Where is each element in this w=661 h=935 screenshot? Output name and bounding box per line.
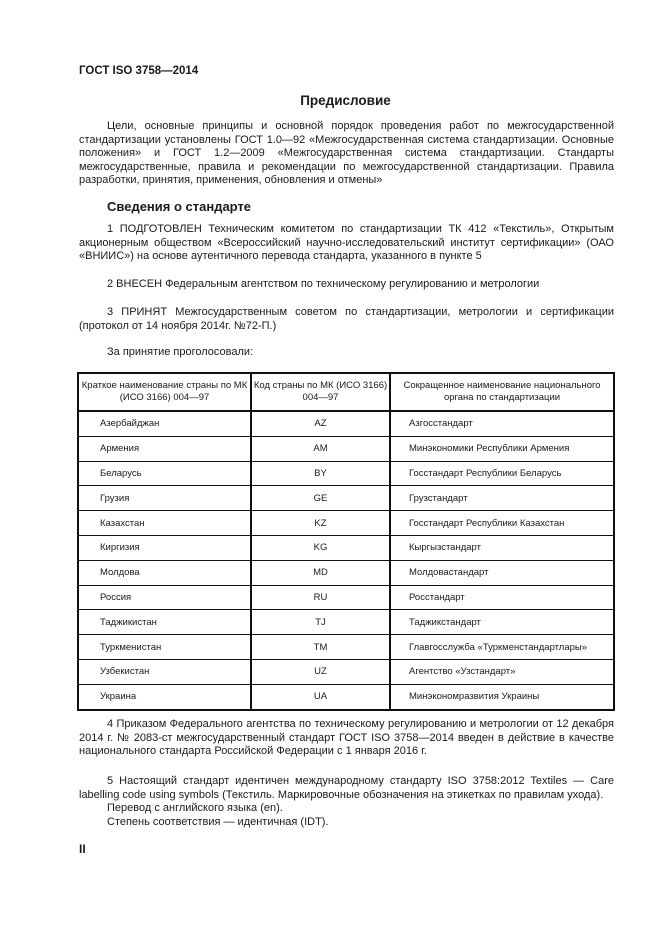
preface-paragraph: Цели, основные принципы и основной порядок проведения работ по межгосударственной стандартизации установлены ГОСТ 1.0—92 «Межгосударственная система стандартизации. Основные положения» и ГОСТ 1.2—2009 «Межгосударственная система стандартизации. Стандарты межгосударственные, правила и рекомендации по межгосударственной стандартизации. Правила разработки, принятия, применения, обновления и отмены» (79, 120, 614, 187)
table-row: Молдова MD Молдовастандарт (78, 560, 614, 585)
table-row: Армения AM Минэкономики Республики Армения (78, 436, 614, 461)
table-header-row (78, 373, 614, 411)
document-code: ГОСТ ISO 3758—2014 (79, 65, 199, 77)
item-2: 2 ВНЕСЕН Федеральным агентством по техническому регулированию и метрологии (107, 278, 540, 290)
table-row: Казахстан KZ Госстандарт Республики Казахстан (78, 511, 614, 536)
page-number: II (79, 842, 86, 856)
item-5-translation: Перевод с английского языка (en). (107, 802, 283, 814)
item-4: 4 Приказом Федерального агентства по техническому регулированию и метрологии от 12 декабря 2014 г. № 2083-ст межгосударственный стандарт ГОСТ ISO 3758—2014 введен в действие в качестве национального стандарта Российской Федерации с 1 января 2016 г. (79, 718, 614, 758)
table-row: Грузия GE Грузстандарт (78, 486, 614, 511)
voted-label: За принятие проголосовали: (107, 346, 254, 358)
item-5-degree: Степень соответствия — идентичная (IDT). (107, 816, 329, 828)
table-row: Беларусь BY Госстандарт Республики Беларусь (78, 461, 614, 486)
table-row: Узбекистан UZ Агентство «Узстандарт» (78, 659, 614, 684)
table-row: Туркменистан TM Главгосслужба «Туркменстандартлары» (78, 635, 614, 660)
header-body: Сокращенное наименование национального органа по стандартизации (390, 373, 614, 411)
table-row: Киргизия KG Кыргызстандарт (78, 535, 614, 560)
page-title: Предисловие (300, 93, 391, 108)
header-country: Краткое наименование страны по МК (ИСО 3166) 004—97 (78, 373, 251, 411)
item-5: 5 Настоящий стандарт идентичен международному стандарту ISO 3758:2012 Textiles — Care labelling code using symbols (Текстиль. Маркировочные обозначения на этикетках по правилам ухода). (79, 775, 614, 801)
item-1: 1 ПОДГОТОВЛЕН Техническим комитетом по стандартизации ТК 412 «Текстиль», Открытым акционерным обществом «Всероссийский научно-исследовательский институт сертификации» (ОАО «ВНИИС») на основе аутентичного перевода стандарта, указанного в пункте 5 (79, 223, 614, 263)
table-row: Россия RU Росстандарт (78, 585, 614, 610)
header-code: Код страны по МК (ИСО 3166) 004—97 (251, 373, 390, 411)
table-row: Азербайджан AZ Азгосстандарт (78, 411, 614, 436)
table-row: Украина UA Минэкономразвития Украины (78, 684, 614, 709)
section-title: Сведения о стандарте (107, 199, 252, 214)
item-3: 3 ПРИНЯТ Межгосударственным советом по стандартизации, метрологии и сертификации (протокол от 14 ноября 2014г. №72-П.) (79, 306, 614, 332)
table-row: Таджикистан TJ Таджикстандарт (78, 610, 614, 635)
voting-countries-table (77, 372, 615, 711)
